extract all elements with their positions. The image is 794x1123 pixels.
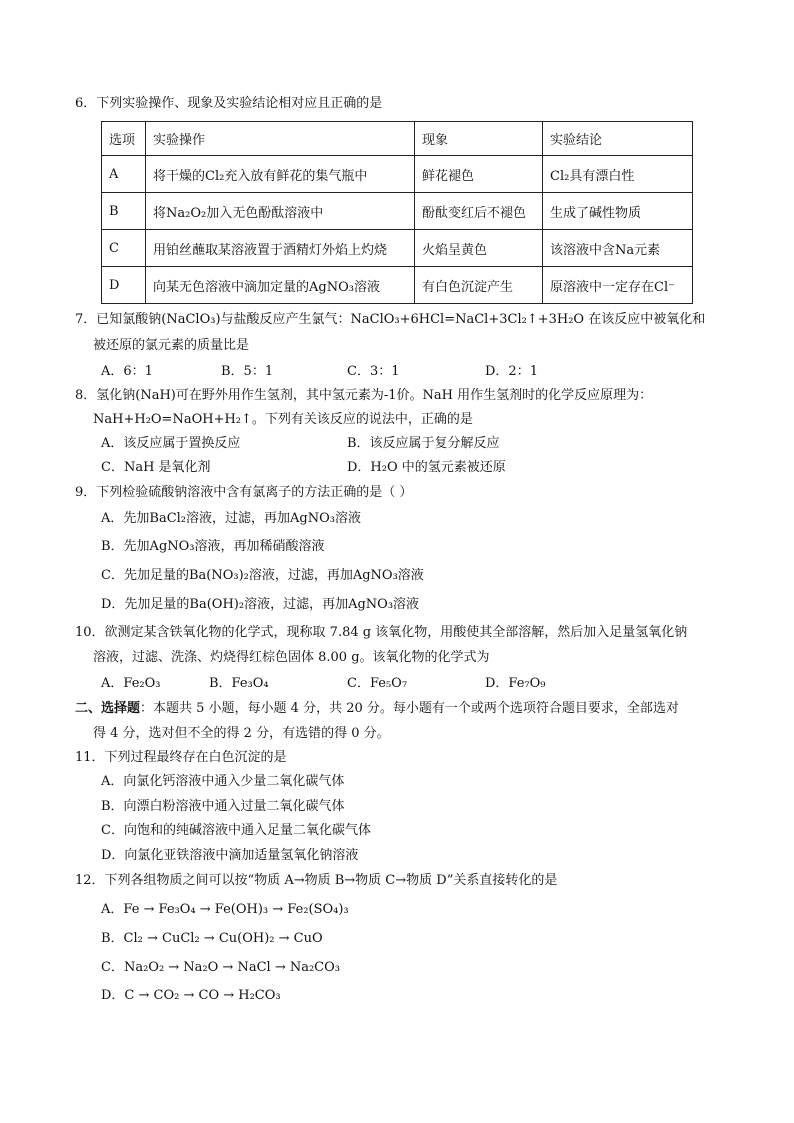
- table-cell: 将Na₂O₂加入无色酚酞溶液中: [146, 193, 415, 230]
- table-cell: C: [102, 230, 146, 267]
- table-cell: D: [102, 267, 146, 304]
- q11-option-d: D．向氯化亚铁溶液中滴加适量氢氧化钠溶液: [101, 848, 359, 863]
- q11-option-b: B．向漂白粉溶液中通入过量二氧化碳气体: [101, 799, 345, 814]
- q10-option-a: A．Fe₂O₃: [101, 676, 161, 691]
- q8-stem-line1: 8．氢化钠(NaH)可在野外用作生氢剂，其中氢元素为-1价。NaH 用作生氢剂时的化学反应原理为：: [75, 388, 653, 403]
- table-row: [102, 267, 693, 304]
- table-cell: A: [102, 156, 146, 193]
- q8-option-c: C．NaH 是氧化剂: [101, 460, 211, 475]
- table-header-row: [102, 122, 693, 156]
- q7-stem-line1: 7．已知氯酸钠(NaClO₃)与盐酸反应产生氯气：NaClO₃+6HCl=NaCl+3Cl₂↑+3H₂O 在该反应中被氧化和: [75, 312, 706, 327]
- table-row: [102, 156, 693, 193]
- table-cell: 酚酞变红后不褪色: [415, 193, 543, 230]
- table-cell: B: [102, 193, 146, 230]
- q8-option-b: B．该反应属于复分解反应: [347, 436, 500, 451]
- table-row: [102, 193, 693, 230]
- q8-option-d: D．H₂O 中的氢元素被还原: [347, 460, 506, 475]
- table-cell: 鲜花褪色: [415, 156, 543, 193]
- q11-stem: 11．下列过程最终存在白色沉淀的是: [75, 750, 287, 765]
- table-cell: 将干燥的Cl₂充入放有鲜花的集气瓶中: [146, 156, 415, 193]
- table-cell: 该溶液中含Na元素: [543, 230, 693, 267]
- q9-option-c: C．先加足量的Ba(NO₃)₂溶液，过滤，再加AgNO₃溶液: [101, 568, 424, 583]
- q11-option-c: C．向饱和的纯碱溶液中通入足量二氧化碳气体: [101, 823, 371, 838]
- table-cell: 向某无色溶液中滴加定量的AgNO₃溶液: [146, 267, 415, 304]
- q6-stem: 6．下列实验操作、现象及实验结论相对应且正确的是: [75, 96, 383, 111]
- table-cell: 有白色沉淀产生: [415, 267, 543, 304]
- q12-option-c: C．Na₂O₂ → Na₂O → NaCl → Na₂CO₃: [101, 960, 341, 975]
- q10-option-c: C．Fe₅O₇: [347, 676, 408, 691]
- q6-table: [101, 121, 693, 304]
- q9-option-d: D．先加足量的Ba(OH)₂溶液，过滤，再加AgNO₃溶液: [101, 597, 420, 612]
- q10-stem-line1: 10．欲测定某含铁氧化物的化学式，现称取 7.84 g 该氧化物，用酸使其全部溶解，然后加入足量氢氧化钠: [75, 625, 688, 640]
- section2-instructions-line1: [75, 700, 679, 718]
- q7-option-a: A．6：1: [101, 364, 153, 379]
- q9-option-b: B．先加AgNO₃溶液，再加稀硝酸溶液: [101, 539, 325, 554]
- section2-instructions-line2: 得 4 分，选对但不全的得 2 分，有选错的得 0 分。: [93, 726, 390, 741]
- q12-option-b: B．Cl₂ → CuCl₂ → Cu(OH)₂ → CuO: [101, 931, 323, 946]
- table-cell: 生成了碱性物质: [543, 193, 693, 230]
- table-header-cell: 选项: [102, 122, 146, 156]
- q10-option-d: D．Fe₇O₉: [485, 676, 546, 691]
- table-header-cell: 现象: [415, 122, 543, 156]
- q12-stem: 12．下列各组物质之间可以按“物质 A→物质 B→物质 C→物质 D”关系直接转化的是: [75, 873, 558, 888]
- section2-heading: 二、选择题: [75, 701, 141, 716]
- q9-stem: 9．下列检验硫酸钠溶液中含有氯离子的方法正确的是（ ）: [75, 485, 413, 500]
- q12-option-a: A．Fe → Fe₃O₄ → Fe(OH)₃ → Fe₂(SO₄)₃: [101, 902, 349, 917]
- table-row: [102, 230, 693, 267]
- q12-option-d: D．C → CO₂ → CO → H₂CO₃: [101, 988, 281, 1003]
- q10-stem-line2: 溶液，过滤、洗涤、灼烧得红棕色固体 8.00 g。该氧化物的化学式为: [93, 650, 490, 665]
- q9-option-a: A．先加BaCl₂溶液，过滤，再加AgNO₃溶液: [101, 511, 361, 526]
- q8-stem-line2: NaH+H₂O=NaOH+H₂↑。下列有关该反应的说法中，正确的是: [93, 412, 473, 427]
- q7-option-c: C．3：1: [347, 364, 400, 379]
- q10-option-b: B．Fe₃O₄: [209, 676, 269, 691]
- table-header-cell: 实验操作: [146, 122, 415, 156]
- q11-option-a: A．向氯化钙溶液中通入少量二氧化碳气体: [101, 774, 345, 789]
- q7-stem-line2: 被还原的氯元素的质量比是: [93, 338, 250, 353]
- q7-option-d: D．2：1: [485, 364, 538, 379]
- table-cell: 火焰呈黄色: [415, 230, 543, 267]
- table-cell: 原溶液中一定存在Cl⁻: [543, 267, 693, 304]
- table-header-cell: 实验结论: [543, 122, 693, 156]
- section2-text: ：本题共 5 小题，每小题 4 分，共 20 分。每小题有一个或两个选项符合题目要求，全部选对: [140, 701, 679, 716]
- q8-option-a: A．该反应属于置换反应: [101, 436, 241, 451]
- q7-option-b: B．5：1: [221, 364, 274, 379]
- table-cell: Cl₂具有漂白性: [543, 156, 693, 193]
- table-cell: 用铂丝蘸取某溶液置于酒精灯外焰上灼烧: [146, 230, 415, 267]
